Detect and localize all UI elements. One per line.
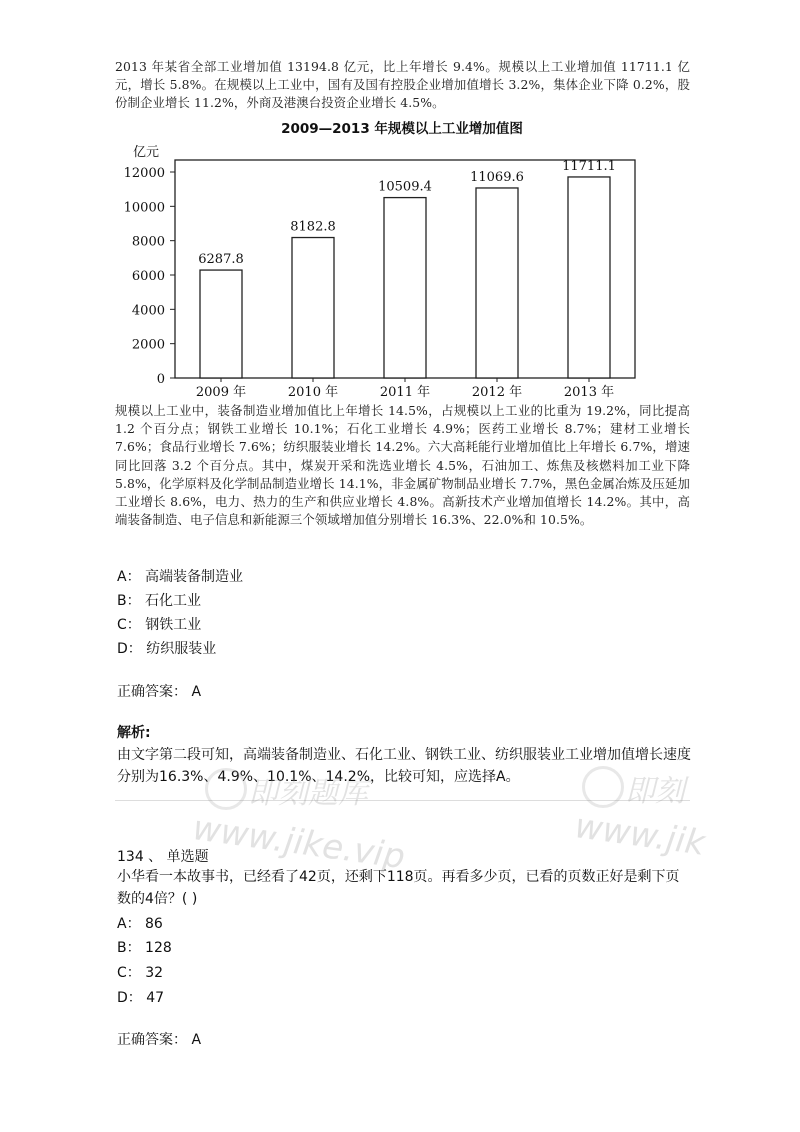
- watermark-url-partial: www.jik: [572, 806, 708, 864]
- bar: [384, 198, 426, 378]
- intro-paragraph: [115, 58, 690, 113]
- bar: [476, 188, 518, 378]
- y-tick-label: 6000: [131, 269, 165, 284]
- bar: [568, 177, 610, 378]
- y-tick-label: 12000: [123, 166, 165, 181]
- y-tick-label: 4000: [131, 303, 165, 319]
- q2-correct-answer: 正确答案： A: [117, 1032, 202, 1048]
- data-label: 11711.1: [562, 158, 616, 174]
- y-tick-label: 10000: [123, 200, 165, 216]
- bar: [200, 270, 242, 378]
- bar-chart-svg: [115, 120, 690, 402]
- option-d[interactable]: D： 纺织服装业: [117, 641, 217, 657]
- watermark-brand: 即刻题库: [248, 776, 368, 811]
- option-c[interactable]: C： 钢铁工业: [117, 617, 202, 633]
- chart-title: 2009—2013 年规模以上工业增加值图: [281, 121, 523, 137]
- x-tick-label: 2010 年: [287, 385, 339, 400]
- watermark-panda-icon-2: [582, 766, 624, 808]
- y-tick-label: 2000: [131, 337, 165, 353]
- data-label: 6287.8: [198, 252, 244, 268]
- data-label: 8182.8: [290, 219, 336, 235]
- y-axis-label: 亿元: [133, 145, 160, 160]
- x-tick-label: 2011 年: [379, 385, 431, 400]
- x-tick-label: 2012 年: [471, 385, 523, 400]
- x-tick-label: 2009 年: [195, 385, 247, 400]
- body-paragraph: [115, 402, 690, 529]
- analysis-heading: 解析:: [117, 725, 151, 741]
- question-header: 134 、 单选题: [117, 849, 209, 865]
- question-text: 小华看一本故事书，已经看了42页，还剩下118页。再看多少页，已看的页数正好是剩下页数的4倍？( ): [117, 869, 680, 907]
- option-a[interactable]: A： 高端装备制造业: [117, 569, 244, 585]
- q2-option-b[interactable]: B： 128: [117, 940, 172, 956]
- analysis-text: 由文字第二段可知，高端装备制造业、石化工业、钢铁工业、纺织服装业工业增加值增长速度分别为16.3%、4.9%、10.1%、14.2%，比较可知，应选择A。: [117, 747, 691, 785]
- intro-text: 2013 年某省全部工业增加值 13194.8 亿元，比上年增长 9.4%。规模以上工业增加值 11711.1 亿元，增长 5.8%。在规模以上工业中，国有及国有控股企业增加值增长 3.2%，集体企业下降 0.2%，股份制企业增长 11.2%，外商及港澳台投资企业增长 4.5%。: [115, 59, 690, 111]
- x-tick-label: 2013 年: [563, 385, 615, 400]
- watermark-panda-icon: [205, 768, 247, 810]
- y-tick-label: 0: [156, 372, 165, 387]
- correct-answer: 正确答案： A: [117, 684, 202, 700]
- q2-option-c[interactable]: C： 32: [117, 965, 164, 981]
- data-label: 11069.6: [470, 169, 524, 185]
- q2-option-d[interactable]: D： 47: [117, 990, 165, 1006]
- option-b[interactable]: B： 石化工业: [117, 593, 202, 609]
- watermark-brand-partial: 即刻: [625, 774, 685, 809]
- watermark-url: www.jike.vip: [190, 808, 408, 878]
- y-tick-label: 8000: [131, 234, 165, 250]
- body-text: 规模以上工业中，装备制造业增加值比上年增长 14.5%，占规模以上工业的比重为 19.2%，同比提高 1.2 个百分点；钢铁工业增长 10.1%；石化工业增长 4.9%；医药工业增长 8.7%；建材工业增长 7.6%；食品行业增长 7.6%；纺织服装业增长 14.2%。六大高耗能行业增加值比上年增长 6.7%，增速同比回落 3.2 个百分点。其中，煤炭开采和洗选业增长 4.5%，石油加工、炼焦及核燃料加工业下降 5.8%，化学原料及化学制品制造业增长 14.1%，非金属矿物制品业增长 7.7%，黑色金属冶炼及压延加工业增长 8.6%，电力、热力的生产和供应业增长 4.8%。高新技术产业增加值增长 14.2%。其中，高端装备制造、电子信息和新能源三个领域增加值分别增长 16.3%、22.0%和 10.5%。: [115, 403, 690, 528]
- q2-option-a[interactable]: A： 86: [117, 916, 163, 932]
- data-label: 10509.4: [378, 179, 432, 195]
- bar: [292, 238, 334, 378]
- bar-chart: [115, 120, 690, 402]
